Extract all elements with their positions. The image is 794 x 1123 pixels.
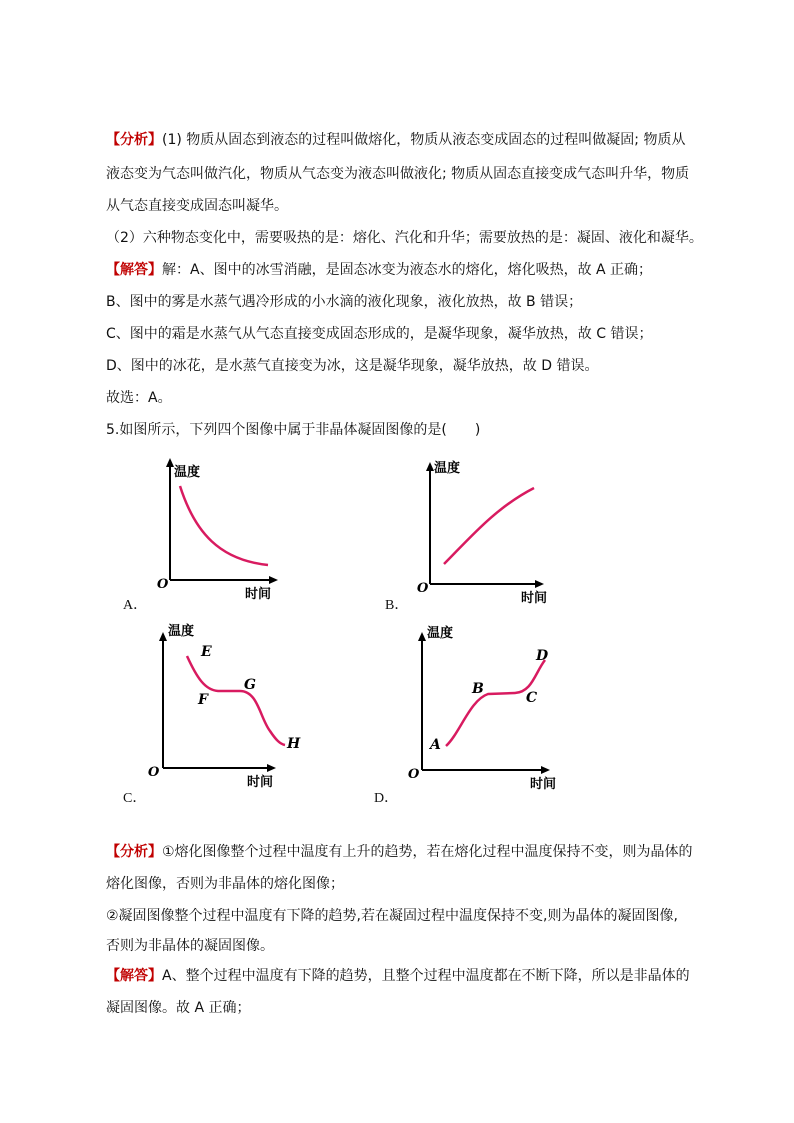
solution1-line2: B、图中的雾是水蒸气遇冷形成的小水滴的液化现象，液化放热，故 B 错误； <box>106 294 583 310</box>
point-label-h: H <box>287 736 301 752</box>
solution1-line4: D、图中的冰花，是水蒸气直接变为冰，这是凝华现象，凝华放热，故 D 错误。 <box>106 358 599 374</box>
y-axis-label: 温度 <box>174 465 201 480</box>
solution2-line2: 凝固图像。故 A 正确； <box>106 1000 251 1016</box>
point-label-b: B <box>472 681 484 697</box>
option-d-label: D． <box>374 791 399 806</box>
point-label-f: F <box>198 692 208 708</box>
analysis2-line1: 【分析】①熔化图像整个过程中温度有上升的趋势，若在熔化过程中温度保持不变，则为晶体的 <box>106 844 693 860</box>
solution1-line5: 故选：A。 <box>106 390 172 406</box>
curve-a <box>180 486 268 565</box>
analysis-tag: 【分析】 <box>106 844 162 860</box>
analysis-tag: 【分析】 <box>106 132 162 148</box>
solution1-line3: C、图中的霜是水蒸气从气态直接变成固态形成的，是凝华现象，凝华放热，故 C 错误； <box>106 326 653 342</box>
point-label-d: D <box>536 648 549 664</box>
option-b-label: B． <box>385 598 409 613</box>
analysis1-line4: （2）六种物态变化中，需要吸热的是：熔化、汽化和升华；需要放热的是：凝固、液化和凝华。 <box>106 230 703 246</box>
analysis2-line3: ②凝固图像整个过程中温度有下降的趋势,若在凝固过程中温度保持不变,则为晶体的凝固图像, <box>106 908 678 924</box>
analysis1-line3: 从气态直接变成固态叫凝华。 <box>106 198 288 214</box>
option-a-label: A． <box>123 598 148 613</box>
analysis1-line2: 液态变为气态叫做汽化，物质从气态变为液态叫做液化; 物质从固态直接变成气态叫升华，物质 <box>106 166 690 182</box>
point-label-e: E <box>201 644 212 660</box>
y-axis-label: 温度 <box>168 624 195 639</box>
analysis2-line4: 否则为非晶体的凝固图像。 <box>106 938 274 954</box>
origin-label: O <box>408 767 420 782</box>
y-axis-label: 温度 <box>434 461 461 476</box>
question-text: 5.如图所示，下列四个图像中属于非晶体凝固图像的是( ) <box>106 422 481 438</box>
curve-b <box>444 488 534 564</box>
analysis2-line2: 熔化图像，否则为非晶体的熔化图像； <box>106 876 344 892</box>
x-axis-label: 时间 <box>530 777 557 792</box>
point-label-c: C <box>526 690 538 706</box>
graph-a <box>157 458 278 602</box>
analysis1-line1: 【分析】(1) 物质从固态到液态的过程叫做熔化，物质从液态变成固态的过程叫做凝固; 物质从 <box>106 132 686 148</box>
point-label-g: G <box>244 677 256 693</box>
graphs-figure <box>0 448 794 828</box>
graph-d <box>408 625 556 792</box>
solution-tag: 【解答】 <box>106 968 162 984</box>
solution1-line1: 【解答】解：A、图中的冰雪消融，是固态冰变为液态水的熔化，熔化吸热，故 A 正确； <box>106 262 653 278</box>
origin-label: O <box>417 581 429 596</box>
x-axis-label: 时间 <box>247 775 274 790</box>
x-axis-label: 时间 <box>245 587 272 602</box>
solution2-line1: 【解答】A、整个过程中温度有下降的趋势，且整个过程中温度都在不断下降，所以是非晶体的 <box>106 968 690 984</box>
graph-c <box>148 623 301 790</box>
option-c-label: C． <box>123 791 147 806</box>
point-label-a: A <box>430 737 441 753</box>
x-axis-label: 时间 <box>521 591 548 606</box>
solution-tag: 【解答】 <box>106 262 162 278</box>
origin-label: O <box>148 765 160 780</box>
origin-label: O <box>157 577 169 592</box>
graph-b <box>417 460 547 606</box>
y-axis-label: 温度 <box>427 626 454 641</box>
